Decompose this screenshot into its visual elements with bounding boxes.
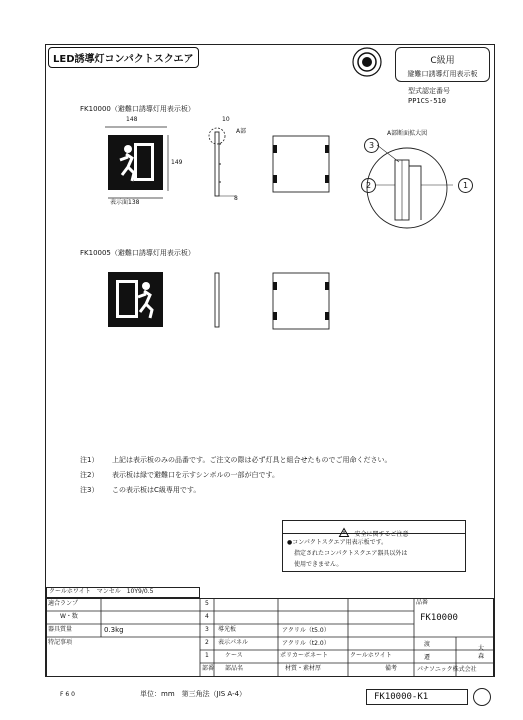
exit-sign-front-b — [108, 272, 163, 327]
exit-sign-front-a — [108, 135, 163, 190]
row-label-mass: 器具質量 — [48, 626, 73, 633]
part-material-2: アクリル（t2.0） — [282, 640, 330, 647]
dim-height-line — [166, 135, 170, 191]
product-label: 品番 — [416, 599, 429, 606]
warning-icon — [339, 528, 349, 537]
part-no-5: 5 — [205, 600, 209, 607]
safety-header: 安全に関するご注意 — [354, 531, 409, 538]
certification-seal-icon — [352, 47, 382, 77]
approval-number: PP1CS-510 — [408, 97, 446, 105]
dim-height: 149 — [171, 159, 183, 166]
dim-thickness: 10 — [222, 116, 230, 123]
part-material-3: アクリル（t5.0） — [282, 627, 330, 634]
page-title: LED誘導灯コンパクトスクエア — [48, 47, 199, 68]
note-3-num: 注3） — [80, 486, 99, 494]
part-name-1: ケース — [225, 652, 243, 659]
part-a-label: A部 — [236, 128, 247, 135]
safety-notice-box — [282, 520, 466, 572]
row-label-watt: W・数 — [60, 613, 78, 620]
part-no-2: 2 — [205, 639, 209, 646]
revision-circle — [473, 688, 491, 706]
part-no-1: 1 — [205, 652, 209, 659]
dim-side: 8 — [234, 195, 238, 202]
header-remark: 備考 — [385, 665, 398, 672]
part-finish-1: クールホワイト — [350, 652, 392, 659]
side-view-a — [206, 124, 240, 204]
approval-label: 型式認定番号 — [408, 87, 450, 95]
grade-box — [395, 47, 490, 82]
part-no-4: 4 — [205, 613, 209, 620]
color-spec: クールホワイト マンセル 10Y9/0.5 — [49, 588, 154, 595]
checked-label: 遷 — [424, 654, 431, 661]
header-part-name: 部品名 — [225, 665, 244, 672]
dim-width: 148 — [126, 116, 138, 123]
footer-left: F 6 0 — [60, 691, 75, 698]
row-label-lamp: 適合ランプ — [48, 600, 79, 607]
footer-unit: 単位：mm 第三角法（JIS A-4） — [140, 690, 247, 698]
side-view-b — [212, 272, 224, 328]
safety-line3: 使用できません。 — [294, 561, 343, 568]
row-label-special: 特記事項 — [48, 639, 73, 646]
dim-display-line — [108, 196, 163, 200]
header-part-no: 部番 — [202, 665, 215, 672]
note-2-text: 表示板は緑で避難口を示すシンボルの一部が白です。 — [112, 471, 279, 479]
note-3-text: この表示板はC級専用です。 — [112, 486, 201, 494]
grade-line2: 避難口誘導灯用表示板 — [407, 70, 478, 78]
safety-line2: 指定されたコンパクトスクエア器具以外は — [294, 550, 408, 557]
product-no: FK10000 — [420, 613, 458, 623]
row-value-mass: 0.3kg — [104, 626, 124, 634]
note-1-num: 注1） — [80, 456, 99, 464]
detail-title: A部断面拡大図 — [387, 130, 428, 137]
drawn-label: 渡 — [424, 641, 431, 648]
note-2-num: 注2） — [80, 471, 99, 479]
safety-header-row — [283, 521, 465, 538]
back-view-a — [272, 135, 330, 193]
part-material-1: ポリカーボネート — [280, 652, 328, 659]
dim-display: 表示面138 — [110, 199, 140, 206]
model-b-label: FK10005（避難口誘導灯用表示板） — [80, 249, 195, 257]
part-name-3: 導光板 — [218, 626, 237, 633]
model-a-label: FK10000（避難口誘導灯用表示板） — [80, 105, 195, 113]
doc-number: FK10000-K1 — [374, 692, 429, 702]
company-name: パナソニック株式会社 — [417, 666, 477, 673]
dim-width-line — [105, 124, 167, 130]
back-view-b — [272, 272, 330, 330]
marker-1: 1 — [458, 178, 473, 193]
part-no-3: 3 — [205, 626, 209, 633]
stamp-1: 大 — [478, 645, 485, 652]
header-material: 材質・素材厚 — [285, 665, 322, 672]
marker-2: 2 — [361, 178, 376, 193]
note-1-text: 上記は表示板のみの品番です。ご注文の際は必ず灯具と組合せたものでご用命ください。 — [112, 456, 392, 464]
safety-line1: ●コンパクトスクエア用表示板です。 — [287, 539, 388, 546]
grade-line1: C級用 — [430, 56, 455, 66]
stamp-2: 森 — [478, 653, 485, 660]
part-name-2: 表示パネル — [218, 639, 249, 646]
marker-3: 3 — [364, 138, 379, 153]
